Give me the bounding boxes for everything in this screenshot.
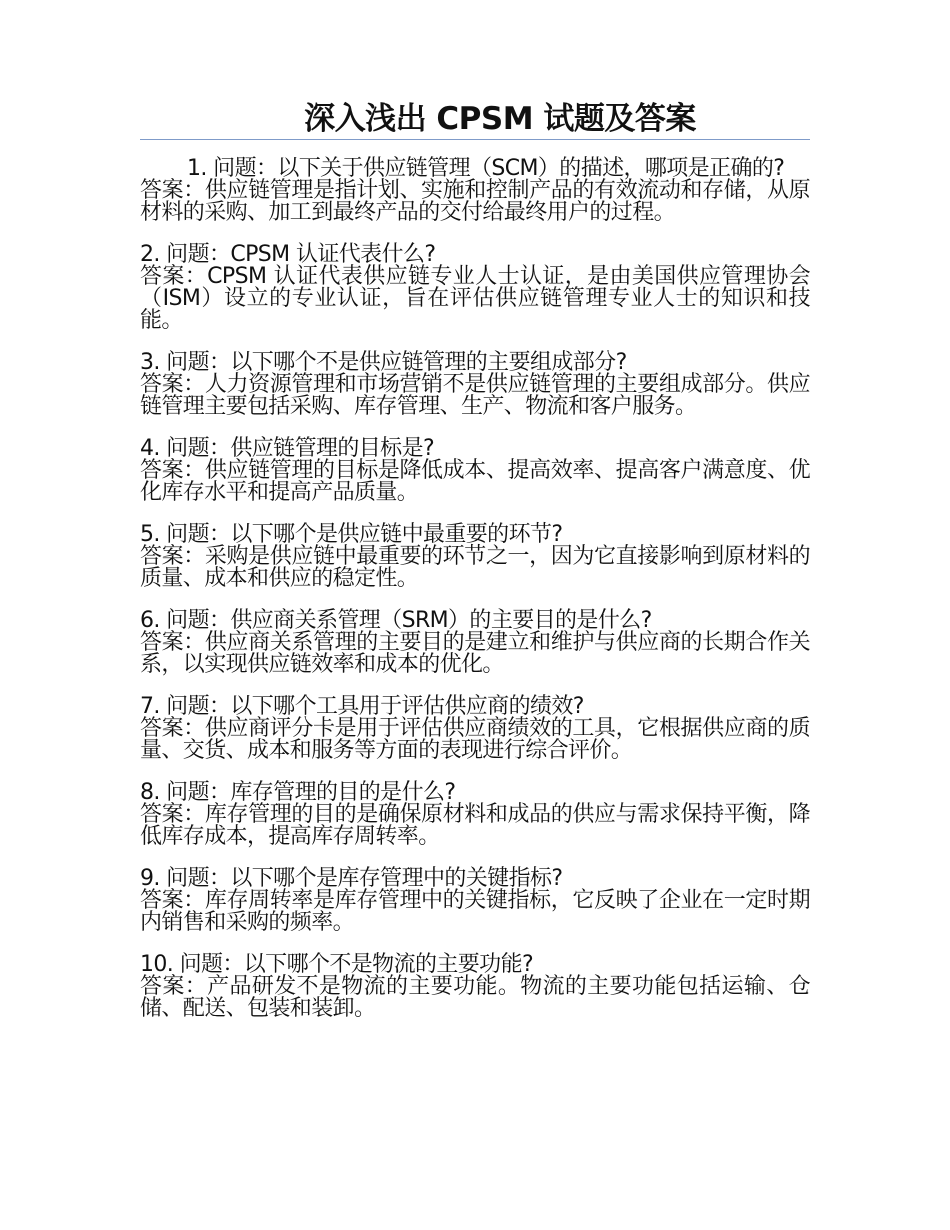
question-text: 8. 问题：库存管理的目的是什么? (140, 780, 456, 805)
answer-text: 答案：人力资源管理和市场营销不是供应链管理的主要组成部分。供应链管理主要包括采购、库存管理、生产、物流和客户服务。 (140, 372, 810, 419)
qa-item (140, 524, 810, 590)
qa-item (140, 438, 810, 504)
qa-item (140, 158, 810, 224)
answer-text: 答案：供应链管理的目标是降低成本、提高效率、提高客户满意度、优化库存水平和提高产品质量。 (140, 458, 810, 505)
question-text: 5. 问题：以下哪个是供应链中最重要的环节? (140, 522, 563, 547)
question-text: 1. 问题：以下关于供应链管理（SCM）的描述，哪项是正确的? (187, 156, 785, 181)
qa-item (140, 868, 810, 934)
answer-text: 答案：CPSM 认证代表供应链专业人士认证，是由美国供应管理协会（ISM）设立的专业认证，旨在评估供应链管理专业人士的知识和技能。 (140, 264, 810, 333)
question-text: 2. 问题：CPSM 认证代表什么? (140, 242, 436, 267)
question-text: 10. 问题：以下哪个不是物流的主要功能? (140, 952, 534, 977)
qa-item (140, 696, 810, 762)
document-title: 深入浅出 CPSM 试题及答案 (304, 101, 696, 137)
answer-text: 答案：供应商评分卡是用于评估供应商绩效的工具，它根据供应商的质量、交货、成本和服务等方面的表现进行综合评价。 (140, 716, 810, 763)
qa-item (140, 352, 810, 418)
question-text: 3. 问题：以下哪个不是供应链管理的主要组成部分? (140, 350, 627, 375)
question-text: 6. 问题：供应商关系管理（SRM）的主要目的是什么? (140, 608, 652, 633)
qa-item (140, 782, 810, 848)
qa-item (140, 954, 810, 1020)
qa-item (140, 610, 810, 676)
title-underline (140, 139, 810, 140)
question-text: 9. 问题：以下哪个是库存管理中的关键指标? (140, 866, 563, 891)
answer-text: 答案：库存周转率是库存管理中的关键指标，它反映了企业在一定时期内销售和采购的频率。 (140, 888, 810, 935)
answer-text: 答案：供应链管理是指计划、实施和控制产品的有效流动和存储，从原材料的采购、加工到最终产品的交付给最终用户的过程。 (140, 178, 810, 225)
question-text: 4. 问题：供应链管理的目标是? (140, 436, 435, 461)
question-text: 7. 问题：以下哪个工具用于评估供应商的绩效? (140, 694, 584, 719)
answer-text: 答案：采购是供应链中最重要的环节之一，因为它直接影响到原材料的质量、成本和供应的稳定性。 (140, 544, 810, 591)
qa-list (140, 158, 810, 1020)
qa-item (140, 244, 810, 332)
document-page (140, 100, 810, 1040)
answer-text: 答案：库存管理的目的是确保原材料和成品的供应与需求保持平衡，降低库存成本，提高库存周转率。 (140, 802, 810, 849)
answer-text: 答案：产品研发不是物流的主要功能。物流的主要功能包括运输、仓储、配送、包装和装卸。 (140, 974, 810, 1021)
answer-text: 答案：供应商关系管理的主要目的是建立和维护与供应商的长期合作关系，以实现供应链效率和成本的优化。 (140, 630, 810, 677)
